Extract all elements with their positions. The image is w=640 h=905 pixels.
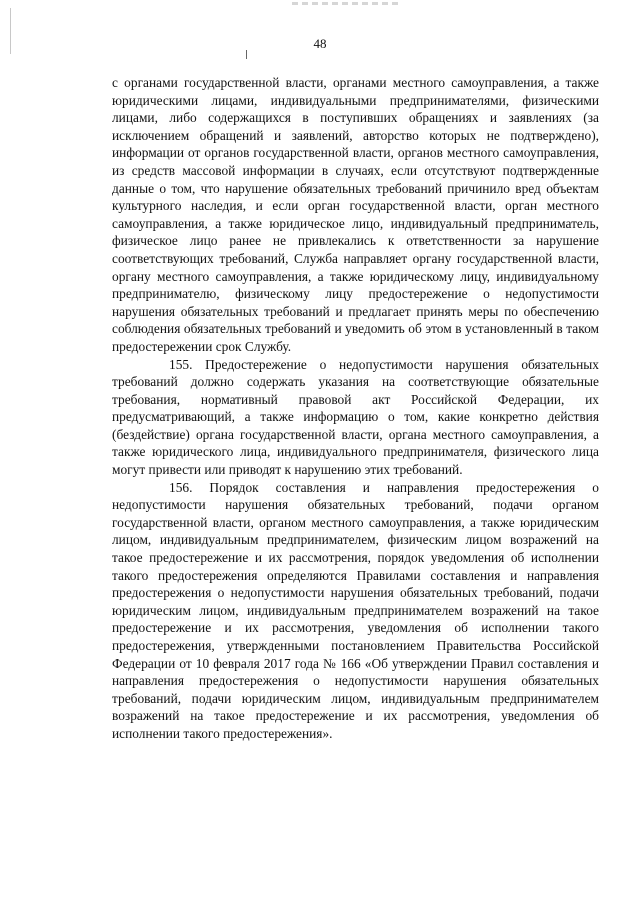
paragraph-continuation: с органами государственной власти, органами местного самоуправления, а также юридическими лицами, индивидуальными предпринимателями, физическими лицами, либо содержащихся в поступивших обращениях и заявлениях (за исключением обращений и заявлений, авторство которых не подтверждено), информации от органов государственной власти, органов местного самоуправления, из средств массовой информации в случаях, если отсутствуют подтвержденные данные о том, что нарушение обязательных требований причинило вред объектам культурного наследия, и если орган государственной власти, орган местного самоуправления, а также юридическое лицо, индивидуальный предприниматель, физическое лицо ранее не привлекались к ответственности за нарушение соответствующих требований, Служба направляет органу государственной власти, органу местного самоуправления, а также юридическому лицу, индивидуальному предпринимателю, физическому лицу предостережение о недопустимости нарушения обязательных требований и предлагает принять меры по обеспечению соблюдения обязательных требований и уведомить об этом в установленный в таком предостережении срок Службу. [112,75,599,354]
scan-artifact-top-edge [292,2,402,5]
paragraph-156: 156. Порядок составления и направления предостережения о недопустимости нарушения обязательных требований, подачи органом государственной власти, органом местного самоуправления, а также юридическим лицом, индивидуальным предпринимателем, физическим лицом возражений на такое предостережение и их рассмотрения, порядок уведомления об исполнении такого предостережения определяются Правилами составления и направления предостережения о недопустимости нарушения обязательных требований, подачи юридическим лицом, индивидуальным предпринимателем возражений на такое предостережение и их рассмотрения, уведомления об исполнении такого предостережения, утвержденными постановлением Правительства Российской Федерации от 10 февраля 2017 года № 166 «Об утверждении Правил составления и направления предостережения о недопустимости нарушения обязательных требований, подачи юридическим лицом, индивидуальным предпринимателем возражений на такое предостережение и их рассмотрения, уведомления об исполнении такого предостережения». [112,479,599,741]
page-number: 48 [313,36,327,51]
document-body [112,74,599,743]
paragraph-155: 155. Предостережение о недопустимости нарушения обязательных требований должно содержать указания на соответствующие обязательные требования, нормативный правовой акт Российской Федерации, их предусматривающий, а также информацию о том, какие конкретно действия (бездействие) органа государственной власти, органа местного самоуправления, а также юридического лица, индивидуального предпринимателя, физического лица могут привести или приводят к нарушению этих требований. [112,356,599,478]
